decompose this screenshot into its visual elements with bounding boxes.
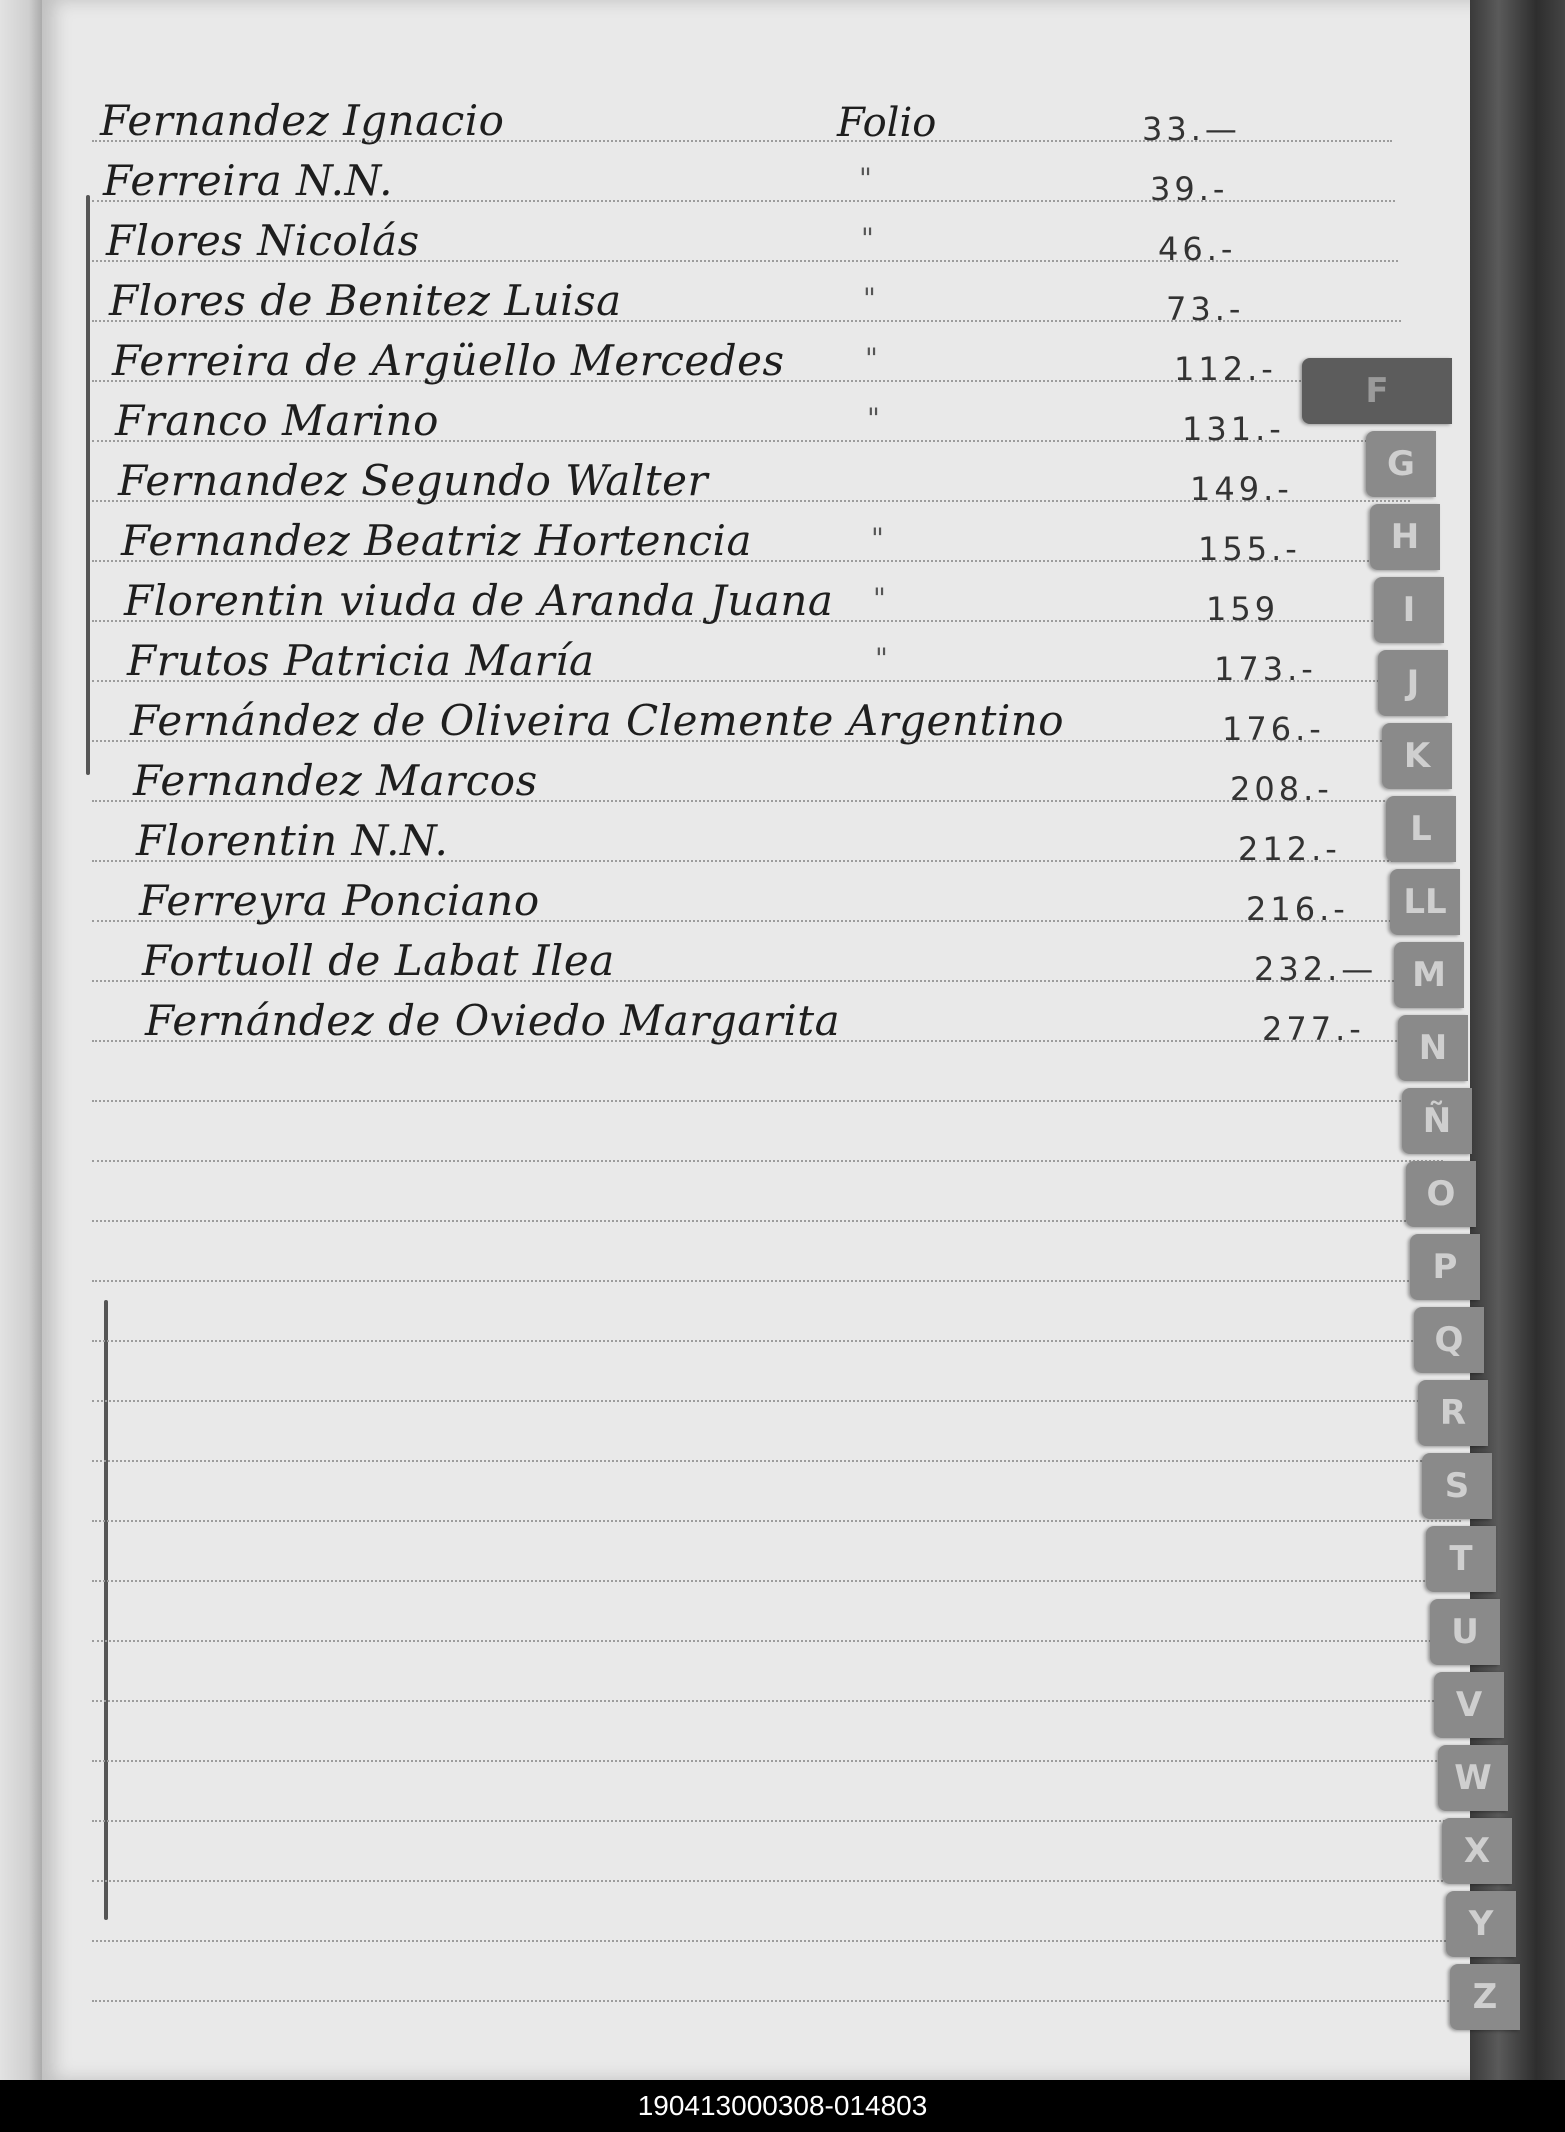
tab-k[interactable]: K bbox=[1382, 723, 1452, 789]
tab-z[interactable]: Z bbox=[1450, 1964, 1520, 2030]
tab-n[interactable]: N bbox=[1398, 1015, 1468, 1081]
ruled-line bbox=[92, 1580, 1464, 1582]
ruled-line bbox=[92, 1220, 1446, 1222]
folio-header: Folio bbox=[837, 100, 937, 146]
entry-name: Fernandez Segundo Walter bbox=[118, 456, 709, 505]
entry-name: Flores Nicolás bbox=[106, 216, 420, 265]
entry-name: Fortuoll de Labat Ilea bbox=[142, 936, 615, 985]
tab-r[interactable]: R bbox=[1418, 1380, 1488, 1446]
ruled-line bbox=[92, 1280, 1449, 1282]
entry-folio: 216.- bbox=[1246, 890, 1349, 928]
entry-folio: 232.— bbox=[1254, 950, 1378, 988]
entry-folio: 176.- bbox=[1222, 710, 1325, 748]
ruled-line bbox=[92, 1820, 1476, 1822]
ditto-mark: " bbox=[863, 282, 876, 315]
entry-folio: 155.- bbox=[1198, 530, 1301, 568]
tab-y[interactable]: Y bbox=[1446, 1891, 1516, 1957]
entry-name: Franco Marino bbox=[115, 396, 439, 445]
ruled-line bbox=[92, 1700, 1470, 1702]
entry-name: Florentin N.N. bbox=[136, 816, 449, 865]
ruled-line bbox=[92, 1520, 1461, 1522]
tab-m[interactable]: M bbox=[1394, 942, 1464, 1008]
ditto-mark: " bbox=[873, 582, 886, 615]
image-id-caption: 190413000308-014803 bbox=[0, 2080, 1565, 2132]
ruled-line bbox=[92, 1160, 1443, 1162]
tab-ñ[interactable]: Ñ bbox=[1402, 1088, 1472, 1154]
binding-stitch bbox=[104, 1300, 108, 1920]
entry-folio: 131.- bbox=[1182, 410, 1285, 448]
ruled-line bbox=[92, 2000, 1485, 2002]
tab-x[interactable]: X bbox=[1442, 1818, 1512, 1884]
ruled-line bbox=[92, 1460, 1458, 1462]
entry-folio: 46.- bbox=[1158, 230, 1237, 268]
ditto-mark: " bbox=[861, 222, 874, 255]
tab-o[interactable]: O bbox=[1406, 1161, 1476, 1227]
ruled-line bbox=[92, 1340, 1452, 1342]
tab-f[interactable]: F bbox=[1302, 358, 1452, 424]
entry-name: Ferreyra Ponciano bbox=[139, 876, 540, 925]
tab-u[interactable]: U bbox=[1430, 1599, 1500, 1665]
ditto-mark: " bbox=[859, 162, 872, 195]
ditto-mark: " bbox=[871, 522, 884, 555]
tab-l[interactable]: L bbox=[1386, 796, 1456, 862]
ruled-line bbox=[92, 1760, 1473, 1762]
entry-folio: 73.- bbox=[1166, 290, 1245, 328]
tab-h[interactable]: H bbox=[1370, 504, 1440, 570]
entry-name: Fernández de Oviedo Margarita bbox=[145, 996, 841, 1045]
entry-folio: 277.- bbox=[1262, 1010, 1365, 1048]
tab-j[interactable]: J bbox=[1378, 650, 1448, 716]
ditto-mark: " bbox=[867, 402, 880, 435]
tab-q[interactable]: Q bbox=[1414, 1307, 1484, 1373]
entry-folio: 33.— bbox=[1142, 110, 1241, 148]
binding-stitch bbox=[86, 195, 90, 775]
entry-name: Ferreira N.N. bbox=[103, 156, 393, 205]
ditto-mark: " bbox=[865, 342, 878, 375]
ruled-line bbox=[92, 1640, 1467, 1642]
tab-p[interactable]: P bbox=[1410, 1234, 1480, 1300]
entry-folio: 208.- bbox=[1230, 770, 1333, 808]
ruled-line bbox=[92, 1880, 1479, 1882]
entry-name: Fernandez Ignacio bbox=[100, 96, 505, 145]
entry-folio: 149.- bbox=[1190, 470, 1293, 508]
tab-s[interactable]: S bbox=[1422, 1453, 1492, 1519]
entry-folio: 112.- bbox=[1174, 350, 1277, 388]
entry-folio: 39.- bbox=[1150, 170, 1229, 208]
ledger-page bbox=[42, 0, 1482, 2080]
ruled-line bbox=[92, 1940, 1482, 1942]
ruled-line bbox=[92, 1400, 1455, 1402]
tab-g[interactable]: G bbox=[1366, 431, 1436, 497]
entry-name: Fernandez Beatriz Hortencia bbox=[121, 516, 753, 565]
tab-w[interactable]: W bbox=[1438, 1745, 1508, 1811]
entry-name: Ferreira de Argüello Mercedes bbox=[112, 336, 785, 385]
ruled-line bbox=[92, 1100, 1440, 1102]
ditto-mark: " bbox=[875, 642, 888, 675]
tab-i[interactable]: I bbox=[1374, 577, 1444, 643]
entry-name: Frutos Patricia María bbox=[127, 636, 595, 685]
entry-name: Flores de Benitez Luisa bbox=[109, 276, 622, 325]
previous-page-edge bbox=[0, 0, 48, 2080]
entry-name: Florentin viuda de Aranda Juana bbox=[124, 576, 834, 625]
entry-folio: 173.- bbox=[1214, 650, 1317, 688]
entry-name: Fernandez Marcos bbox=[133, 756, 538, 805]
tab-ll[interactable]: LL bbox=[1390, 869, 1460, 935]
entry-folio: 159 bbox=[1206, 590, 1280, 628]
entry-name: Fernández de Oliveira Clemente Argentino bbox=[130, 696, 1065, 745]
tab-v[interactable]: V bbox=[1434, 1672, 1504, 1738]
tab-t[interactable]: T bbox=[1426, 1526, 1496, 1592]
entry-folio: 212.- bbox=[1238, 830, 1341, 868]
